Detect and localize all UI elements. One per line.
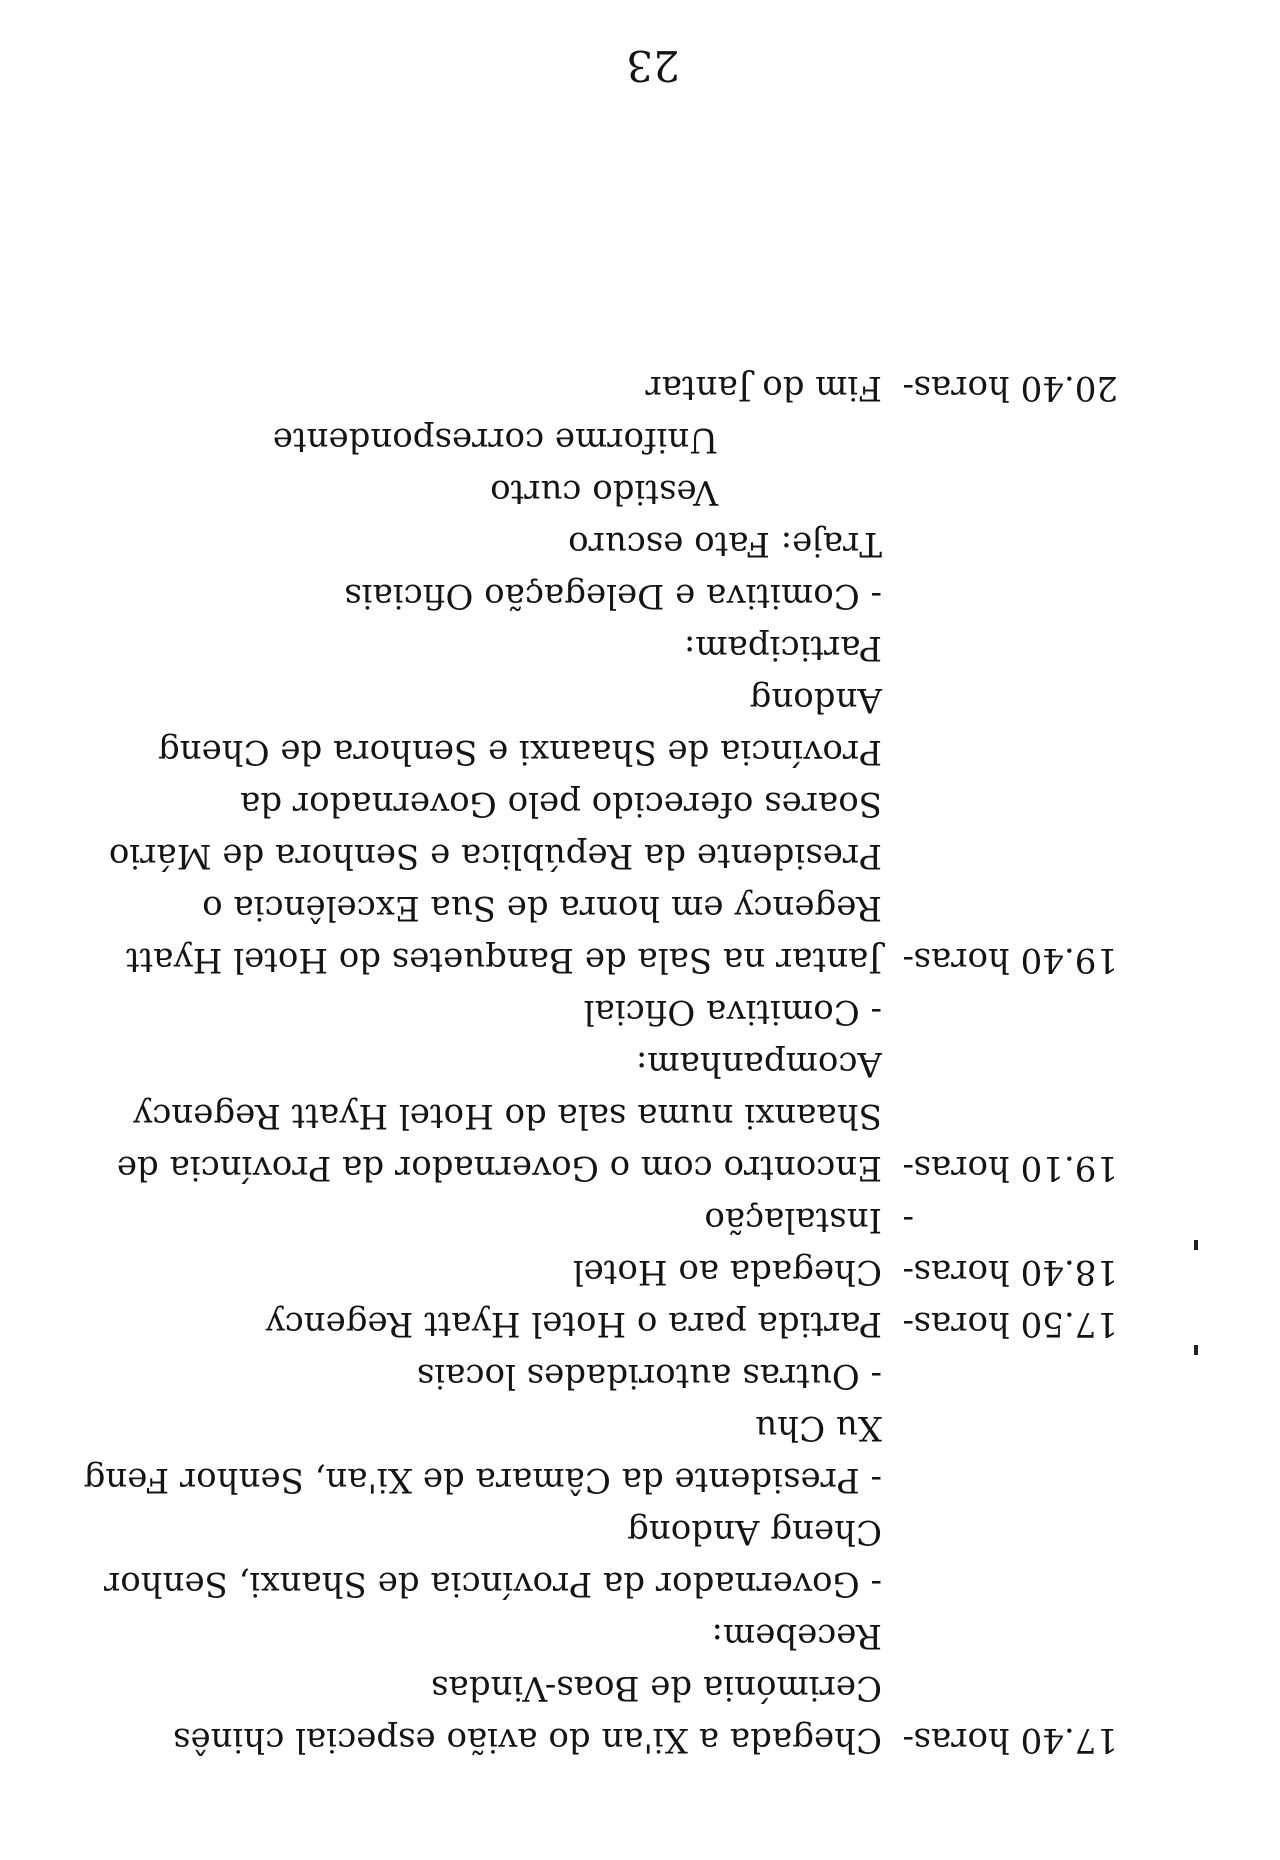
entry-dash: - [902,1252,914,1292]
entry-line: Shaanxi numa sala do Hotel Hyatt Regency [133,1096,882,1136]
entry-line: Traje: Fato escuro [568,524,882,564]
entry-line: Andong [749,680,882,720]
entry-line: - Comitiva Oficial [583,992,882,1032]
entry-time: 18.40 horas [913,1252,1118,1292]
entry-dash: - [902,1200,914,1240]
entry-time: 20.40 horas [913,368,1118,408]
entry-line: Fim do Jantar [645,368,882,408]
entry-line: Participam: [683,628,882,668]
page-number: 23 [626,41,680,90]
scan-speck [1194,1240,1198,1250]
entry-line: - Comitiva e Delegação Oficiais [344,576,882,616]
entry-line: Cheng Andong [627,1512,882,1552]
entry-time: 17.50 horas [913,1304,1118,1344]
entry-line: Jantar na Sala de Banquetes do Hotel Hyatt [125,940,882,980]
entry-dash: - [902,940,914,980]
entry-line: Província de Shaanxi e Senhora de Cheng [157,732,882,772]
entry-line: Vestido curto [490,472,718,512]
entry-line: - Outras autoridades locais [416,1356,882,1396]
entry-time: 19.40 horas [913,940,1118,980]
entry-line: - Presidente da Câmara de Xi'an, Senhor Feng [83,1460,882,1500]
entry-line: Presidente da República e Senhora de Mário [108,836,882,876]
entry-line: Chegada a Xi'an do avião especial chinês [173,1720,882,1760]
entry-line: Instalação [704,1200,882,1240]
entry-line: Regency em honra de Sua Excelência o [202,888,882,928]
entry-line: Uniforme correspondente [272,420,718,460]
entry-time: 17.40 horas [913,1720,1118,1760]
entry-dash: - [902,368,914,408]
entry-line: Cerimónia de Boas-Vindas [431,1668,882,1708]
entry-line: Acompanham: [635,1044,882,1084]
entry-time: 19.10 horas [913,1148,1118,1188]
entry-dash: - [902,1304,914,1344]
entry-dash: - [902,1148,914,1188]
entry-dash: - [902,1720,914,1760]
entry-line: Chegada ao Hotel [572,1252,882,1292]
entry-line: Recebem: [711,1616,882,1656]
entry-line: - Governador da Província de Shanxi, Senhor [103,1564,882,1604]
entry-line: Partida para o Hotel Hyatt Regency [265,1304,882,1344]
entry-line: Xu Chu [755,1408,882,1448]
entry-line: Soares oferecido pelo Governador da [240,784,882,824]
scan-speck [1194,1345,1198,1355]
entry-line: Encontro com o Governador da Província de [116,1148,882,1188]
